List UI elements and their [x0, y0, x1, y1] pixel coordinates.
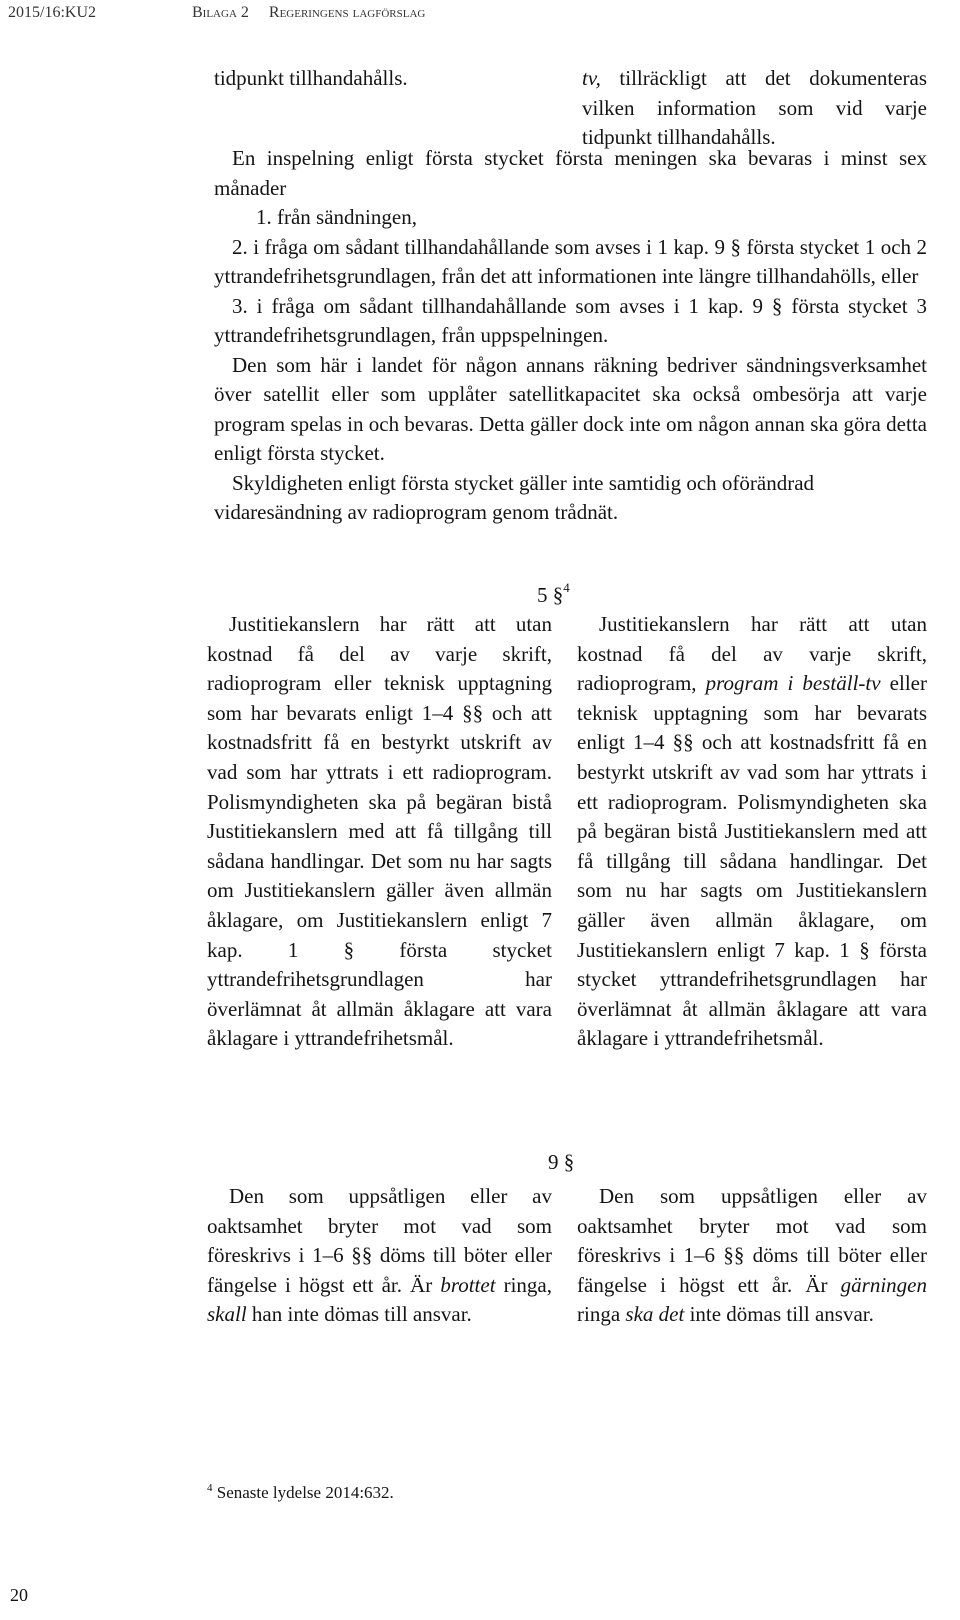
section-5-left-paragraph: Justitiekanslern har rätt att utan kostnad få del av varje skrift, radioprogram eller teknisk upptagning som har bevarats enligt 1–4 §§ och att kostnadsfritt få en bestyrkt utskrift av vad som har yttrats i ett radioprogram. Polismyndigheten ska på begäran bistå Justitiekanslern med att få tillgång till sådana handlingar. Det som nu har sagts om Justitiekanslern gäller även allmän åklagare, om Justitiekanslern enligt 7 kap. 1 § första stycket yttrandefrihetsgrundlagen har överlämnat åt allmän åklagare att vara åklagare i yttrandefrihetsmål. — [207, 612, 552, 1051]
footnote-text: Senaste lydelse 2014:632. — [216, 1483, 394, 1502]
document-reference: 2015/16:KU2 — [8, 4, 96, 21]
appendix-label: Bilaga 2 — [192, 4, 249, 21]
section-5-right-text-a: Justitiekanslern har rätt att utan kostnad få del av varje skrift, radioprogram, — [577, 612, 927, 696]
section-9-left-text-c: han inte dömas till ansvar. — [246, 1302, 472, 1327]
section-5-right-text-b: eller teknisk upptagning som har bevarats enligt 1–4 §§ och att kostnadsfritt få en bestyrkt utskrift av vad som har yttrats i ett radioprogram. Polismyndigheten ska på begäran bistå Justitiekanslern med att få tillgång till sådana handlingar. Det som nu har sagts om Justitiekanslern gäller även allmän åklagare, om Justitiekanslern enligt 7 kap. 1 § första stycket yttrandefrihetsgrundlagen har överlämnat åt allmän åklagare att vara åklagare i yttrandefrihetsmål. — [577, 671, 927, 1051]
upper-left-tail — [214, 64, 554, 94]
section-5-right-italic: program i beställ-tv — [705, 671, 881, 696]
retention-paragraph — [214, 144, 927, 528]
section-9-right-italic-1: gärningen — [840, 1272, 927, 1297]
list-item-2: 2. i fråga om sådant tillhandahållande som avses i 1 kap. 9 § första stycket 1 och 2 yttrandefrihetsgrundlagen, från det att informationen inte längre tillhandahölls, eller — [214, 234, 927, 288]
footnote — [207, 1482, 394, 1503]
page-header — [8, 4, 952, 22]
right-tail-italic: tv, — [582, 66, 601, 90]
footnote-reference: 4 — [563, 580, 570, 595]
section-9-right-italic-2: ska det — [625, 1302, 685, 1327]
section-5-heading — [537, 580, 570, 608]
footnote-number: 4 — [207, 1482, 213, 1494]
section-5-label: 5 § — [537, 583, 564, 607]
header-title: Regeringens lagförslag — [268, 4, 426, 21]
section-9-right-text-c: inte dömas till ansvar. — [684, 1302, 874, 1327]
upper-right-tail — [582, 64, 927, 153]
section-9-right-text-a: Den som uppsåtligen eller av oaktsamhet bryter mot vad som föreskrivs i 1–6 §§ döms till böter eller fängelse i högst ett år. Är — [577, 1184, 927, 1297]
section-9-left-text-b: ringa, — [495, 1272, 553, 1297]
left-tail-text: tidpunkt tillhandahålls. — [214, 66, 408, 90]
section-9-right-text-b: ringa — [577, 1302, 626, 1327]
section-9-heading — [548, 1150, 574, 1175]
paragraph-satellite: Den som här i landet för någon annans räkning bedriver sändningsverksamhet över satellit eller som upplåter satellitkapacitet ska också ombesörja att varje program spelas in och bevaras. Detta gäller dock inte om någon annan ska göra detta enligt första stycket. — [214, 352, 927, 465]
section-9-left-text-a: Den som uppsåtligen eller av oaktsamhet bryter mot vad som föreskrivs i 1–6 §§ döms till böter eller fängelse i högst ett år. Är — [207, 1184, 552, 1297]
section-5-current-text — [207, 610, 552, 1054]
section-9-current-text — [207, 1182, 552, 1330]
list-item-3: 3. i fråga om sådant tillhandahållande som avses i 1 kap. 9 § första stycket 3 yttrandefrihetsgrundlagen, från uppspelningen. — [214, 293, 927, 347]
section-9-proposed-text — [577, 1182, 927, 1330]
section-5-proposed-text — [577, 610, 927, 1054]
right-tail-text: tillräckligt att det dokumenteras vilken information som vid varje tidpunkt tillhandahålls. — [582, 66, 927, 149]
section-9-left-italic-2: skall — [207, 1302, 247, 1327]
paragraph-retention: En inspelning enligt första stycket första meningen ska bevaras i minst sex månader — [214, 146, 927, 200]
section-9-left-italic-1: brottet — [440, 1272, 496, 1297]
section-9-label: 9 § — [548, 1150, 575, 1174]
list-item-1: 1. från sändningen, — [256, 205, 417, 229]
paragraph-retransmission: Skyldigheten enligt första stycket gäller inte samtidig och oförändrad vidaresändning av radioprogram genom trådnät. — [214, 470, 815, 524]
page-number: 20 — [10, 1585, 28, 1605]
